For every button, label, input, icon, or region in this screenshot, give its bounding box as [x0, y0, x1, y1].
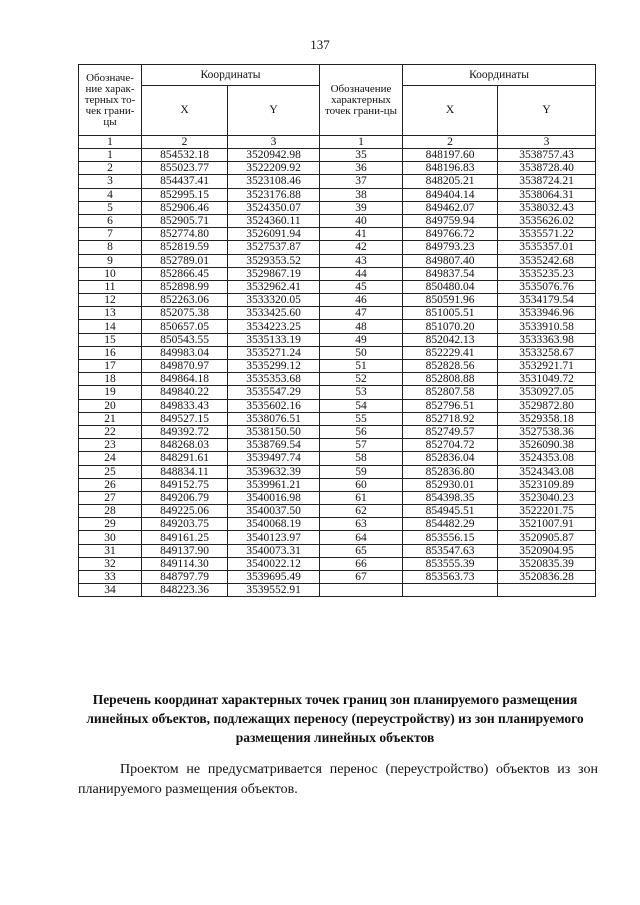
y-value-left: 3538150.50 [228, 425, 320, 438]
section-title: Перечень координат характерных точек границ зон планируемого размещения линейных объектов, подлежащих переносу (переустройству) из зон планируемого размещения линейных объектов [86, 692, 584, 745]
x-value-left: 849137.90 [142, 544, 228, 557]
point-number-left: 7 [79, 228, 142, 241]
x-value-right: 851005.51 [403, 307, 498, 320]
point-number-right: 36 [320, 162, 403, 175]
point-number-right: 52 [320, 373, 403, 386]
column-index-cell: 1 [320, 136, 403, 149]
y-value-right: 3522201.75 [498, 505, 596, 518]
y-value-left: 3539695.49 [228, 571, 320, 584]
point-number-left: 32 [79, 557, 142, 570]
point-number-left: 29 [79, 518, 142, 531]
x-value-right: 852796.51 [403, 399, 498, 412]
y-value-left: 3523176.88 [228, 188, 320, 201]
point-number-right: 59 [320, 465, 403, 478]
x-value-left: 849833.43 [142, 399, 228, 412]
table-row [79, 228, 596, 241]
y-value-left: 3533320.05 [228, 294, 320, 307]
x-value-left: 849203.75 [142, 518, 228, 531]
x-value-left: 850657.05 [142, 320, 228, 333]
table-row [79, 505, 596, 518]
point-number-right: 48 [320, 320, 403, 333]
point-number-right: 37 [320, 175, 403, 188]
x-value-right: 852807.58 [403, 386, 498, 399]
y-value-right: 3520905.87 [498, 531, 596, 544]
x-value-left: 852774.80 [142, 228, 228, 241]
y-value-left: 3540123.97 [228, 531, 320, 544]
table-row [79, 214, 596, 227]
x-value-left: 854437.41 [142, 175, 228, 188]
y-value-left: 3535299.12 [228, 360, 320, 373]
x-value-left: 852906.46 [142, 201, 228, 214]
table-row [79, 280, 596, 293]
point-number-left: 12 [79, 294, 142, 307]
x-header-left: X [142, 86, 228, 136]
point-number-right: 63 [320, 518, 403, 531]
y-value-right: 3532921.71 [498, 360, 596, 373]
y-value-right: 3533910.58 [498, 320, 596, 333]
point-number-left: 16 [79, 346, 142, 359]
table-row [79, 584, 596, 597]
y-value-right: 3538032.43 [498, 201, 596, 214]
point-number-left: 17 [79, 360, 142, 373]
table-row [79, 201, 596, 214]
point-number-left: 34 [79, 584, 142, 597]
table-row [79, 149, 596, 162]
x-value-left: 852866.45 [142, 267, 228, 280]
x-value-right: 852042.13 [403, 333, 498, 346]
point-number-left: 33 [79, 571, 142, 584]
point-number-right: 35 [320, 149, 403, 162]
point-number-left: 6 [79, 214, 142, 227]
point-number-right: 46 [320, 294, 403, 307]
point-number-right: 61 [320, 491, 403, 504]
table-row [79, 571, 596, 584]
point-number-left: 4 [79, 188, 142, 201]
y-value-right: 3524353.08 [498, 452, 596, 465]
x-value-left: 855023.77 [142, 162, 228, 175]
point-number-left: 31 [79, 544, 142, 557]
y-value-left: 3524350.07 [228, 201, 320, 214]
table-row [79, 465, 596, 478]
point-number-left: 30 [79, 531, 142, 544]
coordinates-header-left: Координаты [142, 65, 320, 86]
y-value-left: 3540022.12 [228, 557, 320, 570]
page-number: 137 [310, 37, 330, 52]
coordinates-table-body [79, 149, 596, 597]
table-row [79, 162, 596, 175]
point-number-right: 50 [320, 346, 403, 359]
table-row [79, 412, 596, 425]
y-value-right: 3535235.23 [498, 267, 596, 280]
y-value-left: 3538076.51 [228, 412, 320, 425]
y-value-left: 3535547.29 [228, 386, 320, 399]
y-value-right: 3520904.95 [498, 544, 596, 557]
x-value-right: 853555.39 [403, 557, 498, 570]
y-value-right: 3534179.54 [498, 294, 596, 307]
y-value-left: 3540073.31 [228, 544, 320, 557]
x-value-right: 849759.94 [403, 214, 498, 227]
point-number-left: 8 [79, 241, 142, 254]
x-value-right: 852930.01 [403, 478, 498, 491]
column-index-cell: 2 [142, 136, 228, 149]
point-designation-header-right: Обозначение характерных точек грани-цы [320, 65, 403, 136]
x-value-right: 849807.40 [403, 254, 498, 267]
x-value-right: 848196.83 [403, 162, 498, 175]
body-paragraph: Проектом не предусматривается перенос (переустройство) объектов из зон планируемого размещения объектов. [78, 762, 598, 797]
point-number-left: 27 [79, 491, 142, 504]
x-value-left: 852905.71 [142, 214, 228, 227]
x-value-right: 852828.56 [403, 360, 498, 373]
point-number-right: 41 [320, 228, 403, 241]
x-value-left: 852075.38 [142, 307, 228, 320]
column-index-row [79, 136, 596, 149]
x-value-left: 849864.18 [142, 373, 228, 386]
y-value-right: 3535242.68 [498, 254, 596, 267]
table-row [79, 360, 596, 373]
y-value-left: 3532962.41 [228, 280, 320, 293]
table-row [79, 307, 596, 320]
point-number-left: 28 [79, 505, 142, 518]
table-row [79, 518, 596, 531]
x-value-right: 849793.23 [403, 241, 498, 254]
x-value-right: 849766.72 [403, 228, 498, 241]
point-number-right: 51 [320, 360, 403, 373]
x-value-right: 848205.21 [403, 175, 498, 188]
y-value-left: 3523108.46 [228, 175, 320, 188]
table-row [79, 531, 596, 544]
y-value-left: 3533425.60 [228, 307, 320, 320]
point-number-right: 53 [320, 386, 403, 399]
y-value-left: 3539632.39 [228, 465, 320, 478]
y-value-left: 3535353.68 [228, 373, 320, 386]
y-value-left: 3520942.98 [228, 149, 320, 162]
x-value-right: 852749.57 [403, 425, 498, 438]
y-value-right: 3533258.67 [498, 346, 596, 359]
y-value-left: 3529353.52 [228, 254, 320, 267]
y-value-right: 3538724.21 [498, 175, 596, 188]
y-value-left: 3540016.98 [228, 491, 320, 504]
point-number-left: 21 [79, 412, 142, 425]
y-value-right: 3535076.76 [498, 280, 596, 293]
y-value-left: 3522209.92 [228, 162, 320, 175]
x-value-left: 852819.59 [142, 241, 228, 254]
point-number-right: 39 [320, 201, 403, 214]
x-value-left: 849527.15 [142, 412, 228, 425]
x-value-right: 854945.51 [403, 505, 498, 518]
point-number-left: 3 [79, 175, 142, 188]
point-number-left: 25 [79, 465, 142, 478]
point-number-right: 65 [320, 544, 403, 557]
point-number-right: 54 [320, 399, 403, 412]
x-value-left: 849114.30 [142, 557, 228, 570]
point-number-right: 44 [320, 267, 403, 280]
y-value-left: 3527537.87 [228, 241, 320, 254]
y-value-left: 3535271.24 [228, 346, 320, 359]
point-number-left: 15 [79, 333, 142, 346]
point-number-left: 20 [79, 399, 142, 412]
point-number-left: 22 [79, 425, 142, 438]
point-number-left: 18 [79, 373, 142, 386]
x-value-right: 852718.92 [403, 412, 498, 425]
x-value-left: 852898.99 [142, 280, 228, 293]
point-number-left: 11 [79, 280, 142, 293]
x-value-left: 848291.61 [142, 452, 228, 465]
y-value-left: 3539961.21 [228, 478, 320, 491]
x-value-left: 849983.04 [142, 346, 228, 359]
y-value-left: 3526091.94 [228, 228, 320, 241]
table-header-row [79, 65, 596, 86]
x-value-left: 849840.22 [142, 386, 228, 399]
y-value-left: 3524360.11 [228, 214, 320, 227]
table-row [79, 175, 596, 188]
table-row [79, 386, 596, 399]
point-number-left: 13 [79, 307, 142, 320]
y-value-right: 3530927.05 [498, 386, 596, 399]
point-number-left: 2 [79, 162, 142, 175]
table-row [79, 254, 596, 267]
x-value-left: 852263.06 [142, 294, 228, 307]
x-value-right: 852704.72 [403, 439, 498, 452]
x-value-left: 854532.18 [142, 149, 228, 162]
point-number-left: 24 [79, 452, 142, 465]
y-value-right: 3535571.22 [498, 228, 596, 241]
point-number-left: 5 [79, 201, 142, 214]
table-row [79, 241, 596, 254]
x-value-right: 854398.35 [403, 491, 498, 504]
x-value-right: 853556.15 [403, 531, 498, 544]
y-value-right: 3520836.28 [498, 571, 596, 584]
point-number-right: 60 [320, 478, 403, 491]
x-value-right: 852836.04 [403, 452, 498, 465]
x-value-left: 849870.97 [142, 360, 228, 373]
y-value-left: 3535133.19 [228, 333, 320, 346]
x-value-left: 850543.55 [142, 333, 228, 346]
y-value-right: 3529872.80 [498, 399, 596, 412]
point-number-right: 67 [320, 571, 403, 584]
x-value-right: 849462.07 [403, 201, 498, 214]
point-number-right: 62 [320, 505, 403, 518]
y-value-right: 3527538.36 [498, 425, 596, 438]
point-number-right: 57 [320, 439, 403, 452]
y-value-left: 3529867.19 [228, 267, 320, 280]
y-value-left: 3539552.91 [228, 584, 320, 597]
x-value-left: 848797.79 [142, 571, 228, 584]
x-value-right: 852836.80 [403, 465, 498, 478]
x-value-left: 849206.79 [142, 491, 228, 504]
point-number-right: 40 [320, 214, 403, 227]
y-value-left: 3534223.25 [228, 320, 320, 333]
y-value-left: 3540068.19 [228, 518, 320, 531]
y-value-right: 3526090.38 [498, 439, 596, 452]
point-number-right [320, 584, 403, 597]
x-value-right: 852229.41 [403, 346, 498, 359]
table-row [79, 346, 596, 359]
x-value-right: 850480.04 [403, 280, 498, 293]
point-designation-header-left: Обозначе-ние харак-терных то-чек грани-цы [79, 65, 142, 136]
point-number-left: 9 [79, 254, 142, 267]
x-value-left: 852995.15 [142, 188, 228, 201]
table-row [79, 491, 596, 504]
table-row [79, 452, 596, 465]
y-value-right: 3538064.31 [498, 188, 596, 201]
y-value-right: 3535626.02 [498, 214, 596, 227]
x-value-left: 849152.75 [142, 478, 228, 491]
point-number-right: 42 [320, 241, 403, 254]
x-value-right: 853563.73 [403, 571, 498, 584]
y-value-right: 3524343.08 [498, 465, 596, 478]
table-row [79, 478, 596, 491]
point-number-right: 43 [320, 254, 403, 267]
y-header-left: Y [228, 86, 320, 136]
x-value-right: 849837.54 [403, 267, 498, 280]
x-value-right: 848197.60 [403, 149, 498, 162]
table-row [79, 333, 596, 346]
table-row [79, 439, 596, 452]
table-row [79, 425, 596, 438]
point-number-right: 47 [320, 307, 403, 320]
x-value-right: 853547.63 [403, 544, 498, 557]
coordinates-header-right: Координаты [403, 65, 596, 86]
y-value-right: 3531049.72 [498, 373, 596, 386]
y-value-right: 3533946.96 [498, 307, 596, 320]
y-value-right: 3523040.23 [498, 491, 596, 504]
table-row [79, 188, 596, 201]
point-number-right: 38 [320, 188, 403, 201]
table-row [79, 294, 596, 307]
column-index-cell: 1 [79, 136, 142, 149]
y-value-left: 3538769.54 [228, 439, 320, 452]
point-number-right: 64 [320, 531, 403, 544]
point-number-right: 66 [320, 557, 403, 570]
y-value-right: 3535357.01 [498, 241, 596, 254]
y-value-right [498, 584, 596, 597]
x-value-left: 849225.06 [142, 505, 228, 518]
table-row [79, 557, 596, 570]
point-number-right: 58 [320, 452, 403, 465]
y-value-right: 3520835.39 [498, 557, 596, 570]
y-value-right: 3521007.91 [498, 518, 596, 531]
y-value-right: 3523109.89 [498, 478, 596, 491]
table-row [79, 399, 596, 412]
point-number-left: 1 [79, 149, 142, 162]
column-index-cell: 3 [228, 136, 320, 149]
table-row [79, 320, 596, 333]
point-number-right: 49 [320, 333, 403, 346]
point-number-left: 23 [79, 439, 142, 452]
y-header-right: Y [498, 86, 596, 136]
x-value-right: 854482.29 [403, 518, 498, 531]
table-row [79, 544, 596, 557]
y-value-right: 3538757.43 [498, 149, 596, 162]
table-row [79, 373, 596, 386]
y-value-left: 3539497.74 [228, 452, 320, 465]
x-value-left: 849161.25 [142, 531, 228, 544]
y-value-right: 3538728.40 [498, 162, 596, 175]
x-header-right: X [403, 86, 498, 136]
x-value-left: 848834.11 [142, 465, 228, 478]
column-index-cell: 3 [498, 136, 596, 149]
x-value-left: 852789.01 [142, 254, 228, 267]
point-number-left: 10 [79, 267, 142, 280]
y-value-left: 3540037.50 [228, 505, 320, 518]
point-number-left: 14 [79, 320, 142, 333]
x-value-right: 852808.88 [403, 373, 498, 386]
x-value-left: 849392.72 [142, 425, 228, 438]
table-row [79, 267, 596, 280]
point-number-left: 19 [79, 386, 142, 399]
point-number-left: 26 [79, 478, 142, 491]
y-value-right: 3529358.18 [498, 412, 596, 425]
point-number-right: 45 [320, 280, 403, 293]
y-value-right: 3533363.98 [498, 333, 596, 346]
x-value-right [403, 584, 498, 597]
x-value-right: 851070.20 [403, 320, 498, 333]
x-value-right: 849404.14 [403, 188, 498, 201]
y-value-left: 3535602.16 [228, 399, 320, 412]
coordinates-table [78, 64, 596, 597]
point-number-right: 55 [320, 412, 403, 425]
x-value-left: 848223.36 [142, 584, 228, 597]
x-value-left: 848268.03 [142, 439, 228, 452]
point-number-right: 56 [320, 425, 403, 438]
x-value-right: 850591.96 [403, 294, 498, 307]
column-index-cell: 2 [403, 136, 498, 149]
